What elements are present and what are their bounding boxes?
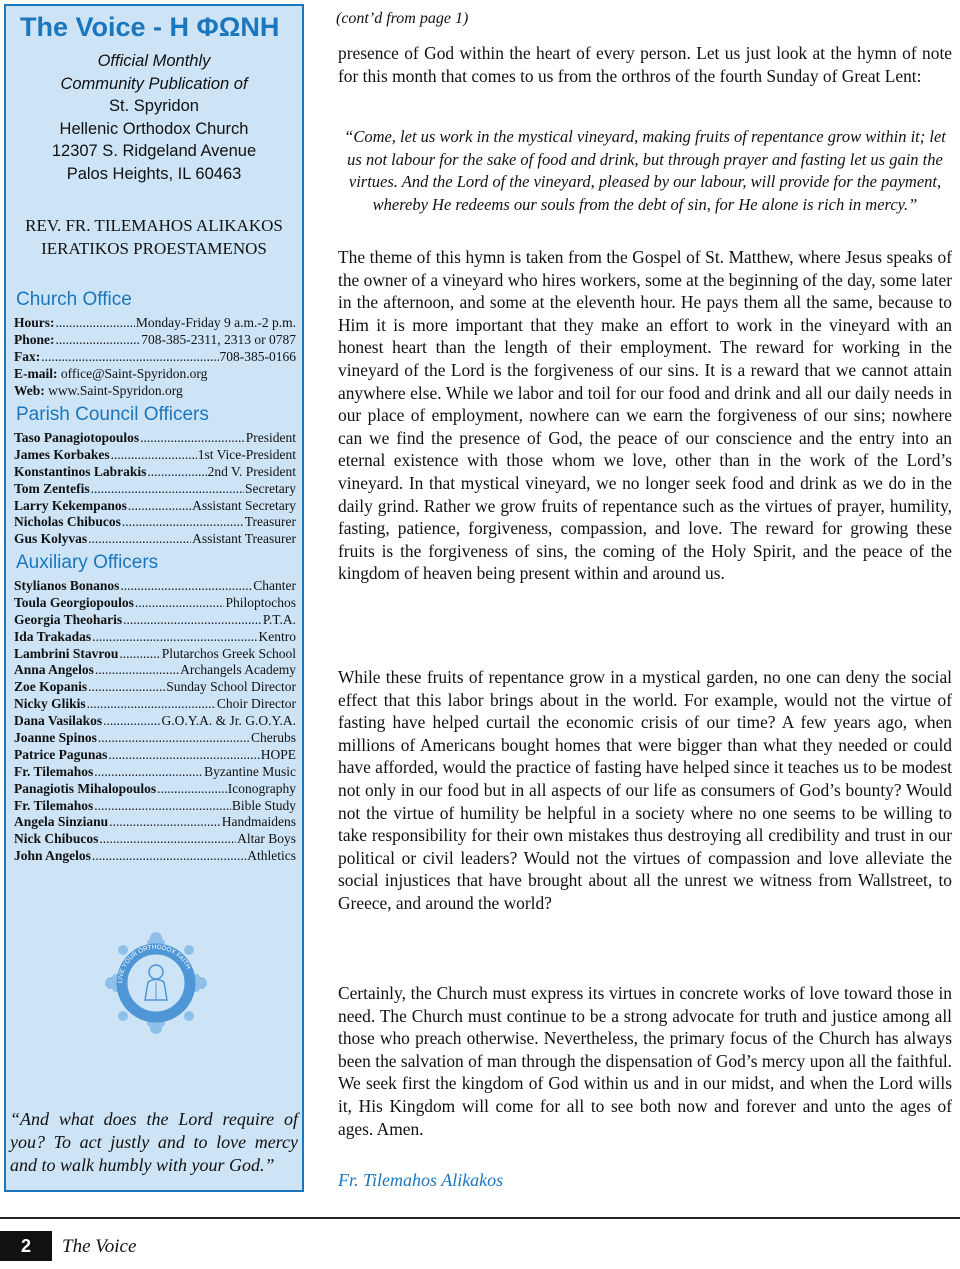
office-value: 708-385-2311, 2313 or 0787 xyxy=(141,331,296,347)
auxiliary-role: Iconography xyxy=(227,780,296,796)
church-office-list xyxy=(14,315,296,399)
parish-council-list xyxy=(14,430,296,548)
saint-figure-icon xyxy=(145,965,167,1000)
auxiliary-role: HOPE xyxy=(260,746,296,762)
council-name: Gus Kolyvas xyxy=(14,531,88,547)
pub-line: Community Publication of xyxy=(60,74,248,93)
email-link[interactable]: office@Saint-Spyridon.org xyxy=(60,365,208,381)
auxiliary-role: Archangels Academy xyxy=(180,662,296,678)
email-row xyxy=(14,366,296,383)
auxiliary-row xyxy=(14,662,296,679)
auxiliary-name: Fr. Tilemahos xyxy=(14,763,94,779)
council-name: Larry Kekempanos xyxy=(14,497,127,513)
auxiliary-row xyxy=(14,781,296,798)
article-body-3 xyxy=(338,982,952,1140)
auxiliary-role: Athletics xyxy=(247,848,296,864)
office-label: Fax: xyxy=(14,348,41,364)
auxiliary-name: Toula Georgiopoulos xyxy=(14,594,134,610)
council-role: Treasurer xyxy=(244,514,296,530)
auxiliary-role: Byzantine Music xyxy=(204,763,296,779)
auxiliary-officers-heading: Auxiliary Officers xyxy=(16,552,159,573)
auxiliary-row xyxy=(14,814,296,831)
auxiliary-role: Choir Director xyxy=(216,696,296,712)
council-row xyxy=(14,498,296,515)
auxiliary-name: Georgia Theoharis xyxy=(14,611,123,627)
auxiliary-name: John Angelos xyxy=(14,848,91,864)
web-row xyxy=(14,383,296,400)
council-role: Assistant Treasurer xyxy=(192,531,296,547)
auxiliary-row xyxy=(14,831,296,848)
paragraph: presence of God within the heart of every person. Let us just look at the hymn of note for this month that comes to us from the orthros of the fourth Sunday of Great Lent: xyxy=(338,43,952,86)
auxiliary-role: Philoptochos xyxy=(225,594,296,610)
pub-line: St. Spyridon xyxy=(109,97,199,116)
council-role: Assistant Secretary xyxy=(192,497,296,513)
auxiliary-role: G.O.Y.A. & Jr. G.O.Y.A. xyxy=(161,713,296,729)
auxiliary-name: Lambrini Stavrou xyxy=(14,645,119,661)
auxiliary-role: Plutarchos Greek School xyxy=(161,645,296,661)
nameplate: The Voice - Η ΦΩΝΗ xyxy=(20,12,280,42)
office-row xyxy=(14,315,296,332)
auxiliary-officers-list xyxy=(14,578,296,865)
paragraph: The theme of this hymn is taken from the Gospel of St. Matthew, where Jesus speaks of the owner of a vineyard who hires workers, some at the beginning of the day, some later in the afternoon, and some at the eleventh hour. He pays them all the same, because to Him it is more important that they make an effort to work in the vineyard with an honest heart than the length of their employment. The reward for working in the vineyard of the Lord is the forgiveness of our sins. It is a reward that we cannot attain anywhere else. While we labor and toil for our food and drink and all our daily needs in our place of employment, nowhere can we earn the forgiveness of our sins; nowhere can we find the presence of God, the peace of our conscience and the entry into an eternal existence with those whom we love, other than in the work of the Lord’s vineyard. In that mystical vineyard, we no longer seek food and drink as we do in the daily grind. Rather we grow fruits of repentance such as the virtues of prayer, humility, fasting, patience, forgiveness, compassion, and love. The reward for growing these fruits is the forgiveness of sins, the coming of the Holy Spirit, and the peace of the kingdom of heaven being present within and around us. xyxy=(338,247,952,584)
auxiliary-row xyxy=(14,679,296,696)
auxiliary-role: Sunday School Director xyxy=(166,679,296,695)
office-label: Phone: xyxy=(14,331,55,347)
publication-info xyxy=(14,50,294,186)
auxiliary-row xyxy=(14,730,296,747)
priest-line: REV. FR. TILEMAHOS ALIKAKOS xyxy=(25,216,283,235)
council-name: Taso Panagiotopoulos xyxy=(14,430,140,445)
auxiliary-name: Patrice Pagunas xyxy=(14,746,108,762)
article-body-2 xyxy=(338,666,952,915)
email-label: E-mail: xyxy=(14,365,58,381)
auxiliary-row xyxy=(14,747,296,764)
council-name: Nicholas Chibucos xyxy=(14,514,121,530)
emblem-logo xyxy=(101,928,211,1038)
auxiliary-name: Angela Sinzianu xyxy=(14,814,109,830)
hymn-quote: “Come, let us work in the mystical vineyard, making fruits of repentance grow within it; let us not labour for the sake of food and drink, but through prayer and fasting let us gain the virtues. And the Lord of the vineyard, pleased by our labour, will provide for the payment, whereby He redeems our souls from the debt of sin, for He alone is rich in mercy.” xyxy=(344,127,946,214)
auxiliary-role: Bible Study xyxy=(231,797,296,813)
author-signature: Fr. Tilemahos Alikakos xyxy=(338,1170,504,1190)
auxiliary-role: Handmaidens xyxy=(221,814,296,830)
auxiliary-name: Fr. Tilemahos xyxy=(14,797,94,813)
auxiliary-role: Altar Boys xyxy=(237,831,296,847)
auxiliary-role: Chanter xyxy=(253,578,296,593)
council-row xyxy=(14,447,296,464)
pub-line: 12307 S. Ridgeland Avenue xyxy=(51,142,257,161)
pub-line: Palos Heights, IL 60463 xyxy=(66,164,242,183)
office-label: Hours: xyxy=(14,315,55,330)
auxiliary-row xyxy=(14,848,296,865)
auxiliary-name: Panagiotis Mihalopoulos xyxy=(14,780,157,796)
council-role: 1st Vice-President xyxy=(197,446,296,462)
auxiliary-name: Zoe Kopanis xyxy=(14,679,88,695)
sidebar-panel xyxy=(4,4,304,1192)
council-name: Tom Zentefis xyxy=(14,480,90,496)
auxiliary-name: Joanne Spinos xyxy=(14,730,97,746)
auxiliary-row xyxy=(14,612,296,629)
auxiliary-name: Stylianos Bonanos xyxy=(14,578,120,593)
pub-line: Hellenic Orthodox Church xyxy=(59,119,249,138)
council-row xyxy=(14,531,296,548)
article-intro xyxy=(338,42,952,87)
auxiliary-row xyxy=(14,595,296,612)
auxiliary-name: Ida Trakadas xyxy=(14,628,92,644)
auxiliary-name: Nick Chibucos xyxy=(14,831,99,847)
council-role: President xyxy=(245,430,296,445)
auxiliary-role: Kentro xyxy=(258,628,296,644)
council-row xyxy=(14,430,296,447)
pub-line: Official Monthly xyxy=(97,52,211,70)
emblem-motto: LIVE YOUR ORTHODOX FAITH xyxy=(116,943,192,984)
auxiliary-row xyxy=(14,578,296,595)
footer-title: The Voice xyxy=(62,1236,137,1257)
auxiliary-row xyxy=(14,629,296,646)
web-label: Web: xyxy=(14,382,45,398)
office-row xyxy=(14,349,296,366)
office-value: 708-385-0166 xyxy=(219,348,296,364)
auxiliary-name: Nicky Glikis xyxy=(14,696,86,712)
web-link[interactable]: www.Saint-Spyridon.org xyxy=(48,382,183,398)
auxiliary-row xyxy=(14,696,296,713)
auxiliary-name: Dana Vasilakos xyxy=(14,713,103,729)
priest-line: IERATIKOS PROESTAMENOS xyxy=(41,239,267,258)
paragraph: While these fruits of repentance grow in a mystical garden, no one can deny the social effect that this labor brings about in the world. For example, would not the virtue of fasting have helped curtail the economic crisis of our time? A few years ago, when millions of Americans bought homes that were bigger than what they needed or could have afforded, would the practice of fasting have helped since it teaches us to be modest not only in our food but in all aspects of our life as consumers of God’s bounty? Would not the virtue of humility be helpful in a society where no one seems to be willing to take responsibility for their own mistakes thus destroying all credibility and trust in our political or civil leaders? Would not the virtues of compassion and love alleviate the social injustices that have brought about all the unrest we witness from Wallstreet, to Greece, and around the world? xyxy=(338,667,952,913)
auxiliary-role: P.T.A. xyxy=(262,611,296,627)
council-row xyxy=(14,464,296,481)
auxiliary-row xyxy=(14,713,296,730)
council-role: Secretary xyxy=(245,480,296,496)
office-row xyxy=(14,332,296,349)
paragraph: Certainly, the Church must express its virtues in concrete works of love toward those in need. The Church must continue to be a strong advocate for truth and justice among all those who preach otherwise. Nevertheless, the primary focus of the Church has always been the salvation of man through the dispensation of God’s mercy upon all the faithful. We seek first the kingdom of God within us and in our midst, and when the Lord wills it, His Kingdom will come for all to see both now and forever and unto the ages of ages. Amen. xyxy=(338,983,952,1139)
article-body-1 xyxy=(338,246,952,585)
auxiliary-row xyxy=(14,646,296,663)
auxiliary-row xyxy=(14,764,296,781)
council-role: 2nd V. President xyxy=(207,463,296,479)
priest-block xyxy=(6,214,302,260)
footer-rule xyxy=(0,1217,960,1219)
office-value: Monday-Friday 9 a.m.-2 p.m. xyxy=(135,315,296,330)
council-row xyxy=(14,481,296,498)
auxiliary-role: Cherubs xyxy=(251,730,296,746)
council-row xyxy=(14,514,296,531)
auxiliary-name: Anna Angelos xyxy=(14,662,94,678)
church-office-heading: Church Office xyxy=(16,289,132,310)
scripture-quote: “And what does the Lord require of you? To act justly and to love mercy and to walk humbly with your God.” xyxy=(10,1109,298,1175)
parish-council-heading: Parish Council Officers xyxy=(16,404,209,425)
page-number: 2 xyxy=(0,1231,52,1261)
council-name: James Korbakes xyxy=(14,446,110,462)
continuation-note: (cont’d from page 1) xyxy=(336,10,469,27)
council-name: Konstantinos Labrakis xyxy=(14,463,147,479)
auxiliary-row xyxy=(14,798,296,815)
